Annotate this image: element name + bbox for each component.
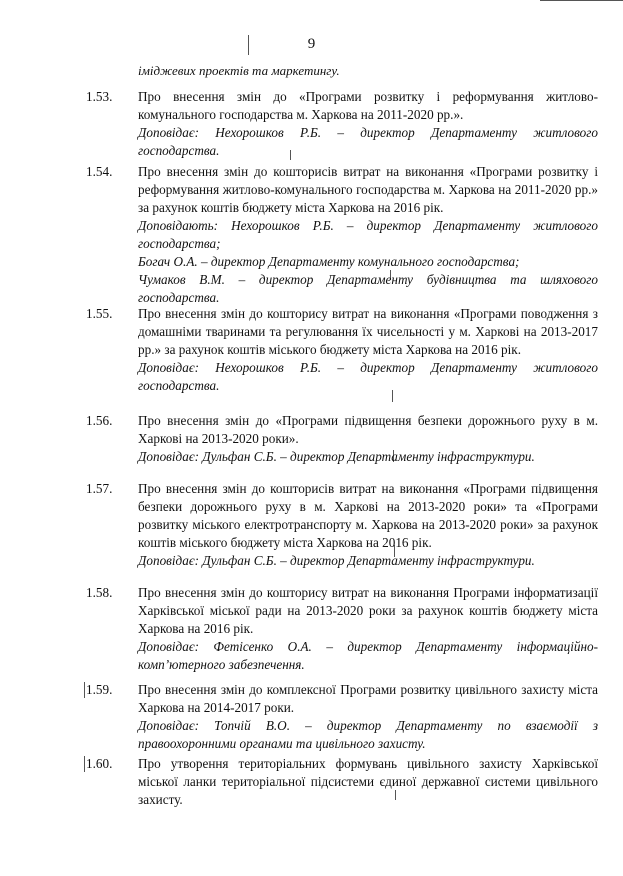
agenda-item-title: Про внесення змін до «Програми підвищення безпеки дорожнього руху в м. Харкові на 2013-2020 роки». — [138, 413, 598, 446]
agenda-item-number: 1.57. — [86, 481, 113, 496]
agenda-item-speaker: Чумаков В.М. – директор Департаменту будівництва та шляхового господарства. — [138, 272, 598, 305]
agenda-item-speaker: Доповідає: Нехорошков Р.Б. – директор Департаменту житлового господарства. — [138, 125, 598, 158]
scan-artifact-line — [540, 0, 623, 1]
scan-artifact-line — [84, 756, 85, 772]
agenda-item-number: 1.55. — [86, 306, 113, 321]
agenda-item-number: 1.53. — [86, 89, 113, 104]
agenda-item-speaker: Доповідають: Нехорошков Р.Б. – директор Департаменту житлового господарства; — [138, 218, 598, 251]
agenda-item — [86, 584, 598, 674]
agenda-item-body — [138, 584, 598, 674]
agenda-item-speaker: Богач О.А. – директор Департаменту комунального господарства; — [138, 254, 520, 269]
agenda-item-title: Про внесення змін до кошторисів витрат на виконання «Програми підвищення безпеки дорожнього руху в м. Харкові на 2013-2020 роки» та «Програми розвитку міського електротранспорту м. Харкова на 2013-2020 роки» за рахунок коштів міського бюджету міста Харкова на 2016 рік. — [138, 481, 598, 550]
agenda-item-body — [138, 755, 598, 809]
agenda-item-number: 1.58. — [86, 585, 113, 600]
agenda-item-body — [138, 480, 598, 570]
agenda-item-number: 1.54. — [86, 164, 113, 179]
agenda-item — [86, 480, 598, 570]
agenda-item-body — [138, 412, 598, 466]
continuation-text: іміджевих проектів та маркетингу. — [138, 63, 340, 78]
agenda-item-title: Про внесення змін до кошторису витрат на виконання «Програми поводження з домашніми тваринами та регулювання їх чисельності у м. Харкові на 2013-2017 рр.» за рахунок коштів міського бюджету міста Харкова на 2016 рік. — [138, 306, 598, 357]
agenda-item-body — [138, 88, 598, 160]
agenda-item-number: 1.60. — [86, 756, 113, 771]
agenda-item-speaker: Доповідає: Дульфан С.Б. – директор Департаменту інфраструктури. — [138, 553, 535, 568]
agenda-item-speaker: Доповідає: Дульфан С.Б. – директор Департаменту інфраструктури. — [138, 449, 535, 464]
agenda-item — [86, 163, 598, 307]
agenda-item-body — [138, 163, 598, 307]
agenda-item-body — [138, 305, 598, 395]
agenda-item-title: Про внесення змін до кошторису витрат на виконання Програми інформатизації Харківської міської ради на 2013-2020 роки за рахунок коштів бюджету міста Харкова на 2016 рік. — [138, 585, 598, 636]
agenda-item-speaker: Доповідає: Топчій В.О. – директор Департаменту по взаємодії з правоохоронними органами та цивільного захисту. — [138, 718, 598, 751]
agenda-item-title: Про внесення змін до кошторисів витрат на виконання «Програми розвитку і реформування житлово-комунального господарства м. Харкова на 2011-2020 рр.» за рахунок коштів бюджету міста Харкова на 2016 рік. — [138, 164, 598, 215]
agenda-item-speaker: Доповідає: Фетісенко О.А. – директор Департаменту інформаційно-комп’ютерного забезпечення. — [138, 639, 598, 672]
page-number: 9 — [307, 36, 316, 52]
agenda-item-title: Про внесення змін до «Програми розвитку і реформування житлово-комунального господарства м. Харкова на 2011-2020 рр.». — [138, 89, 598, 122]
agenda-item-speaker: Доповідає: Нехорошков Р.Б. – директор Департаменту житлового господарства. — [138, 360, 598, 393]
agenda-item — [86, 305, 598, 395]
agenda-item-number: 1.59. — [86, 682, 113, 697]
agenda-item-body — [138, 681, 598, 753]
agenda-item-title: Про утворення територіальних формувань цивільного захисту Харківської міської ланки територіальної підсистеми єдиної державної системи цивільного захисту. — [138, 756, 598, 807]
agenda-item-number: 1.56. — [86, 413, 113, 428]
agenda-item — [86, 681, 598, 753]
agenda-item — [86, 755, 598, 809]
agenda-item-title: Про внесення змін до комплексної Програми розвитку цивільного захисту міста Харкова на 2014-2017 роки. — [138, 682, 598, 715]
agenda-item — [86, 88, 598, 160]
scan-artifact-line — [84, 682, 85, 698]
agenda-item — [86, 412, 598, 466]
